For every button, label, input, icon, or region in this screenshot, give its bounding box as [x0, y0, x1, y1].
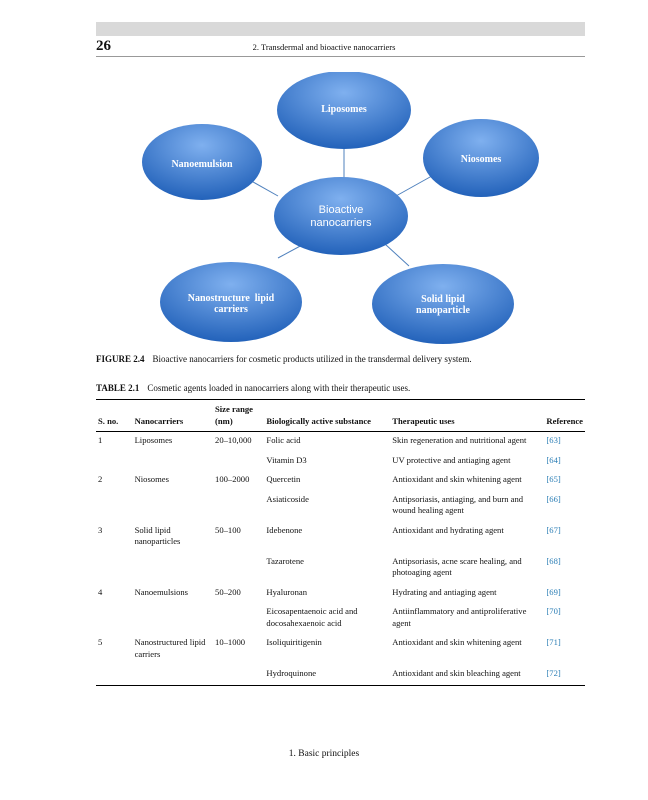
- reference-link[interactable]: [70]: [546, 606, 561, 616]
- cell-therapeutic-use: UV protective and antiaging agent: [392, 454, 511, 465]
- node-nanoemulsion-label: Nanoemulsion: [171, 159, 233, 170]
- cell-nanocarrier: Liposomes: [134, 435, 173, 445]
- header-sno: S. no.: [96, 400, 133, 432]
- cell-therapeutic-use: Antipsoriasis, acne scare healing, and photoaging agent: [392, 555, 522, 577]
- table-row: [96, 665, 585, 685]
- cell-nanocarrier: Nanostructured lipid carriers: [134, 637, 206, 659]
- cell-therapeutic-use: Skin regeneration and nutritional agent: [392, 435, 527, 445]
- cell-size-range: [213, 603, 264, 634]
- table-row: [96, 471, 585, 491]
- reference-link[interactable]: [68]: [546, 555, 561, 566]
- page-number: 26: [96, 38, 111, 54]
- node-nlc-label-line2: carriers: [214, 304, 248, 315]
- table-row: [96, 634, 585, 665]
- node-sln: [372, 264, 514, 344]
- node-liposomes-label: Liposomes: [321, 104, 367, 115]
- node-nlc-label-line1: Nanostructure lipid: [187, 293, 275, 304]
- cell-sno: [96, 665, 133, 685]
- cell-therapeutic-use: Antipsoriasis, antiaging, and burn and wound healing agent: [392, 493, 524, 515]
- cell-sno: 5: [98, 637, 103, 647]
- cell-sno: 1: [98, 435, 103, 445]
- cell-substance: Eicosapentaenoic acid and docosahexaenoic acid: [266, 606, 358, 628]
- cell-nanocarrier: [133, 452, 213, 472]
- cell-substance: Hydroquinone: [266, 668, 317, 678]
- cell-nanocarrier: [133, 491, 213, 522]
- reference-link[interactable]: [67]: [546, 524, 561, 535]
- reference-link[interactable]: [69]: [546, 586, 561, 597]
- cell-therapeutic-use: Antioxidant and skin whitening agent: [392, 637, 522, 647]
- nanocarrier-diagram: [96, 72, 585, 348]
- cell-size-range: 20–10,000: [215, 435, 252, 445]
- cell-substance: Idebenone: [266, 524, 303, 535]
- node-sln-label-line1: Solid lipid: [421, 294, 465, 305]
- cell-therapeutic-use: Antioxidant and hydrating agent: [392, 524, 504, 535]
- cell-sno: [96, 491, 133, 522]
- cell-size-range: [213, 452, 264, 472]
- cell-sno: [96, 553, 133, 584]
- reference-link[interactable]: [65]: [546, 474, 561, 484]
- node-center: [274, 177, 408, 255]
- header-reference: Reference: [544, 400, 585, 432]
- cell-sno: [96, 452, 133, 472]
- cell-size-range: 50–100: [215, 524, 241, 535]
- table-row: [96, 432, 585, 452]
- reference-link[interactable]: [71]: [546, 637, 561, 647]
- node-liposomes: [277, 72, 411, 149]
- cell-sno: [96, 603, 133, 634]
- cell-nanocarrier: Niosomes: [134, 474, 169, 484]
- table-row: [96, 491, 585, 522]
- header-substance: Biologically active substance: [264, 400, 390, 432]
- cell-sno: 2: [98, 474, 103, 484]
- cell-therapeutic-use: Hydrating and antiaging agent: [392, 586, 497, 597]
- cell-sno: 3: [98, 524, 103, 535]
- cell-nanocarrier: [133, 665, 213, 685]
- cell-therapeutic-use: Antioxidant and skin bleaching agent: [392, 668, 521, 678]
- header-rule: [96, 56, 585, 57]
- cell-therapeutic-use: Antiinflammatory and antiproliferative agent: [392, 606, 527, 628]
- table-header-row: [96, 400, 585, 432]
- table-caption-tag: TABLE 2.1: [96, 383, 140, 393]
- running-head: 2. Transdermal and bioactive nanocarriers: [252, 42, 396, 52]
- cell-nanocarrier: Solid lipid nanoparticles: [134, 524, 181, 546]
- table-row: [96, 452, 585, 472]
- footer-section-title: 1. Basic principles: [288, 749, 360, 759]
- cell-size-range: 50–200: [215, 586, 241, 597]
- table-caption-text: Cosmetic agents loaded in nanocarriers along with their therapeutic uses.: [147, 383, 411, 393]
- table-row: [96, 603, 585, 634]
- cell-size-range: [213, 553, 264, 584]
- connector-sln: [385, 244, 409, 266]
- header-therapeutic-uses: Therapeutic uses: [390, 400, 544, 432]
- cell-substance: Isoliquiritigenin: [266, 637, 322, 647]
- cell-substance: Vitamin D3: [266, 454, 307, 465]
- node-niosomes: [423, 119, 539, 197]
- cell-size-range: 100–2000: [215, 474, 250, 484]
- reference-link[interactable]: [72]: [546, 668, 561, 678]
- cell-substance: Quercetin: [266, 474, 301, 484]
- cell-substance: Asiaticoside: [266, 493, 309, 504]
- nanocarrier-table: [96, 399, 585, 686]
- header-nanocarriers: Nanocarriers: [133, 400, 213, 432]
- node-nanoemulsion: [142, 124, 262, 200]
- table-row: [96, 522, 585, 553]
- reference-link[interactable]: [66]: [546, 493, 561, 504]
- cell-nanocarrier: [133, 603, 213, 634]
- center-label-line2: nanocarriers: [310, 217, 372, 229]
- figure-caption-text: Bioactive nanocarriers for cosmetic products utilized in the transdermal delivery system.: [152, 354, 472, 364]
- header-size-range: Size range (nm): [213, 400, 264, 432]
- table-row: [96, 584, 585, 604]
- node-sln-label-line2: nanoparticle: [416, 305, 470, 316]
- cell-size-range: [213, 491, 264, 522]
- header-band: [96, 22, 585, 36]
- figure-caption-tag: FIGURE 2.4: [96, 354, 145, 364]
- reference-link[interactable]: [63]: [546, 435, 561, 445]
- cell-nanocarrier: [133, 553, 213, 584]
- node-niosomes-label: Niosomes: [460, 154, 502, 165]
- cell-sno: 4: [98, 586, 103, 597]
- cell-nanocarrier: Nanoemulsions: [134, 586, 189, 597]
- cell-substance: Folic acid: [266, 435, 301, 445]
- cell-size-range: 10–1000: [215, 637, 246, 647]
- cell-size-range: [213, 665, 264, 685]
- node-nlc: [160, 262, 302, 342]
- cell-therapeutic-use: Antioxidant and skin whitening agent: [392, 474, 522, 484]
- center-label-line1: Bioactive: [318, 204, 364, 216]
- figure-caption: [96, 354, 585, 364]
- table-caption: [96, 383, 585, 393]
- reference-link[interactable]: [64]: [546, 454, 561, 465]
- cell-substance: Hyaluronan: [266, 586, 307, 597]
- table-row: [96, 553, 585, 584]
- cell-substance: Tazarotene: [266, 555, 304, 566]
